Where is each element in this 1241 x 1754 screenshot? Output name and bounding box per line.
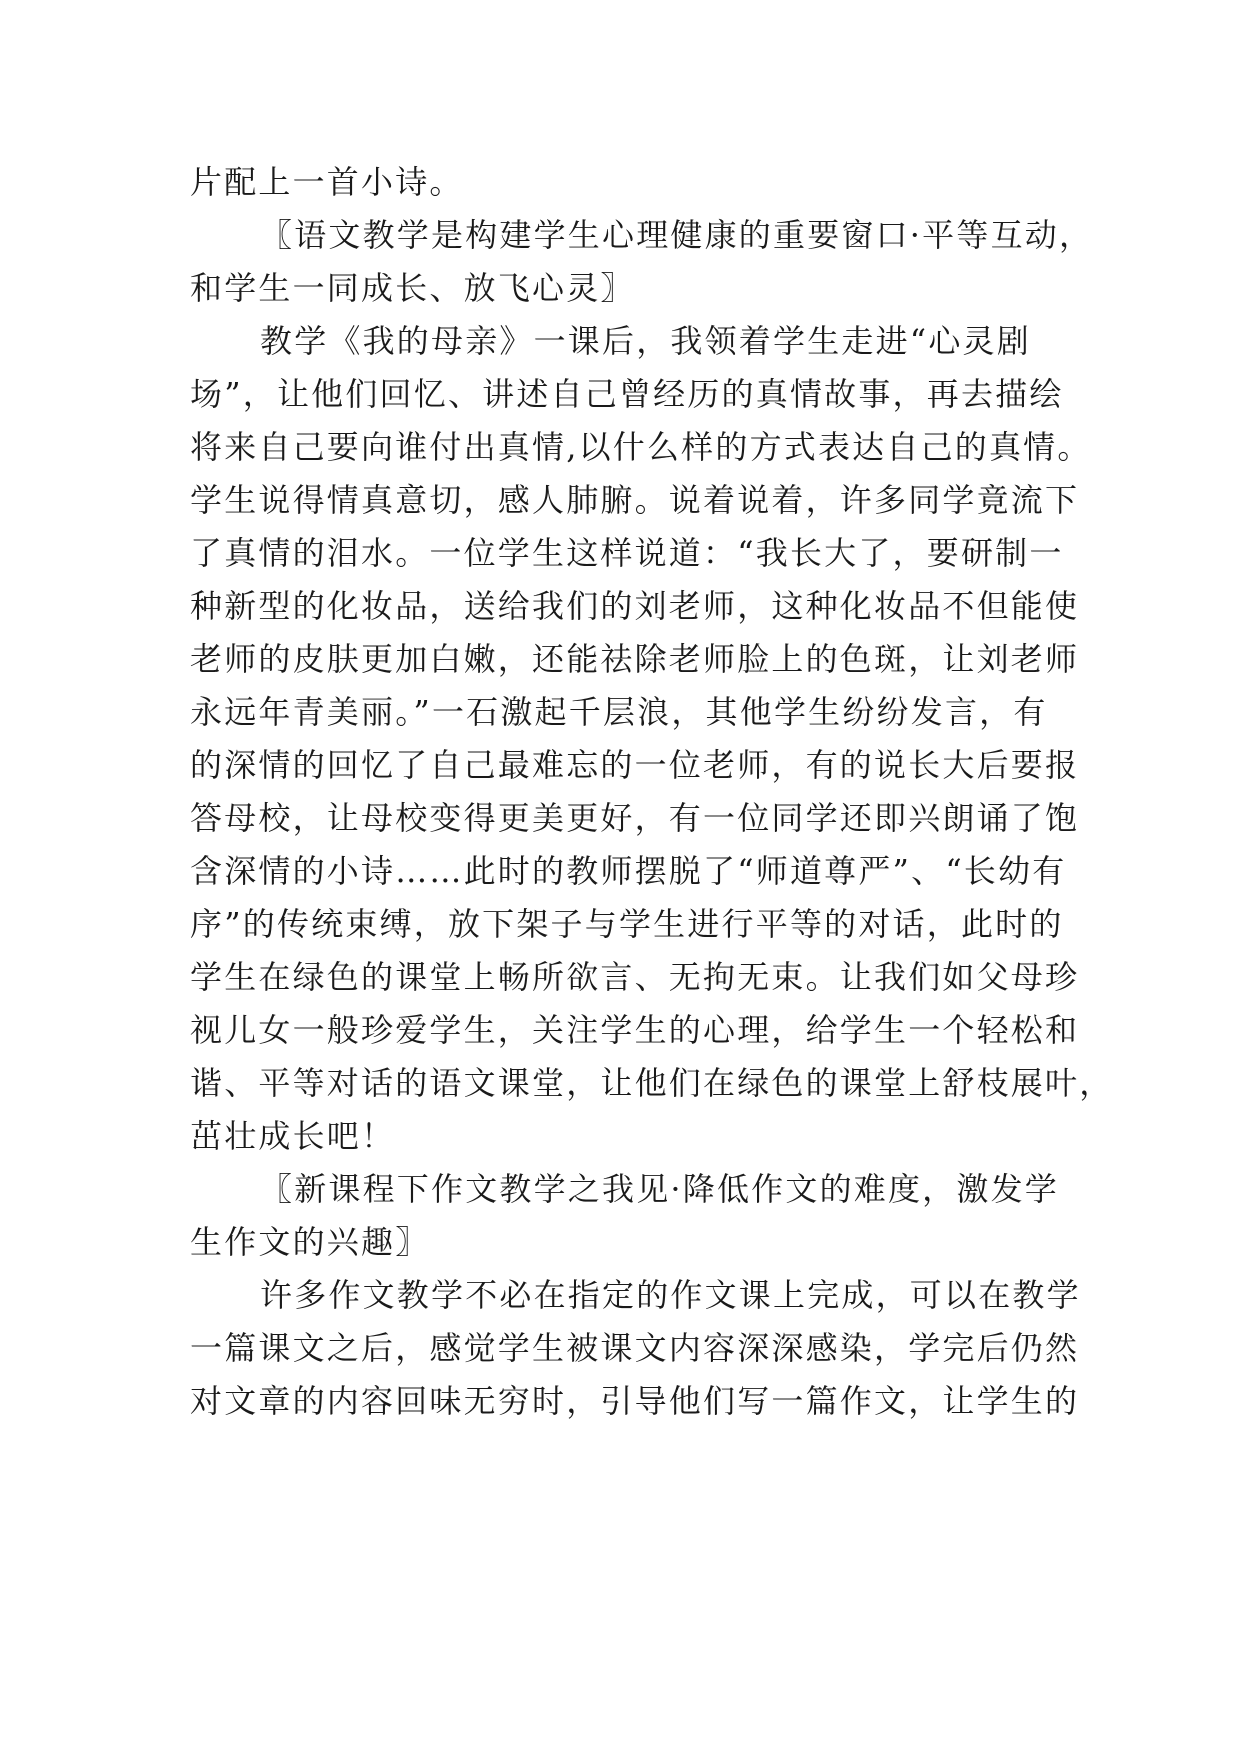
text-line: 永远年青美丽。”一石激起千层浪，其他学生纷纷发言，有: [190, 693, 1048, 731]
text-line: 将来自己要向谁付出真情,以什么样的方式表达自己的真情。: [190, 428, 1092, 466]
section-heading-line: 生作文的兴趣〗: [190, 1223, 430, 1261]
section-heading-line: 和学生一同成长、放飞心灵〗: [190, 269, 635, 307]
text-line: 谐、平等对话的语文课堂，让他们在绿色的课堂上舒枝展叶，: [190, 1064, 1114, 1102]
text-line: 了真情的泪水。一位学生这样说道：“我长大了，要研制一: [190, 534, 1064, 572]
text-line: 一篇课文之后，感觉学生被课文内容深深感染，学完后仍然: [190, 1329, 1080, 1367]
text-line: 种新型的化妆品，送给我们的刘老师，这种化妆品不但能使: [190, 587, 1080, 625]
text-line: 老师的皮肤更加白嫩，还能祛除老师脸上的色斑，让刘老师: [190, 640, 1080, 678]
paragraph-first-line: 许多作文教学不必在指定的作文课上完成，可以在教学: [260, 1276, 1081, 1314]
text-line: 片配上一首小诗。: [190, 163, 464, 201]
text-line: 学生在绿色的课堂上畅所欲言、无拘无束。让我们如父母珍: [190, 958, 1080, 996]
section-heading-line: 〖新课程下作文教学之我见·降低作文的难度，激发学: [260, 1170, 1059, 1208]
text-line: 学生说得情真意切，感人肺腑。说着说着，许多同学竟流下: [190, 481, 1080, 519]
text-line: 含深情的小诗……此时的教师摆脱了“师道尊严”、“长幼有: [190, 852, 1067, 890]
text-line: 场”，让他们回忆、讲述自己曾经历的真情故事，再去描绘: [190, 375, 1064, 413]
text-line: 对文章的内容回味无穷时，引导他们写一篇作文，让学生的: [190, 1382, 1080, 1420]
text-line: 视儿女一般珍爱学生，关注学生的心理，给学生一个轻松和: [190, 1011, 1080, 1049]
text-line: 答母校，让母校变得更美更好，有一位同学还即兴朗诵了饱: [190, 799, 1080, 837]
paragraph-first-line: 教学《我的母亲》一课后，我领着学生走进“心灵剧: [260, 322, 1031, 360]
text-line: 的深情的回忆了自己最难忘的一位老师，有的说长大后要报: [190, 746, 1080, 784]
text-line: 序”的传统束缚，放下架子与学生进行平等的对话，此时的: [190, 905, 1064, 943]
section-heading-line: 〖语文教学是构建学生心理健康的重要窗口·平等互动，: [260, 216, 1094, 254]
text-line: 茁壮成长吧！: [190, 1117, 396, 1155]
